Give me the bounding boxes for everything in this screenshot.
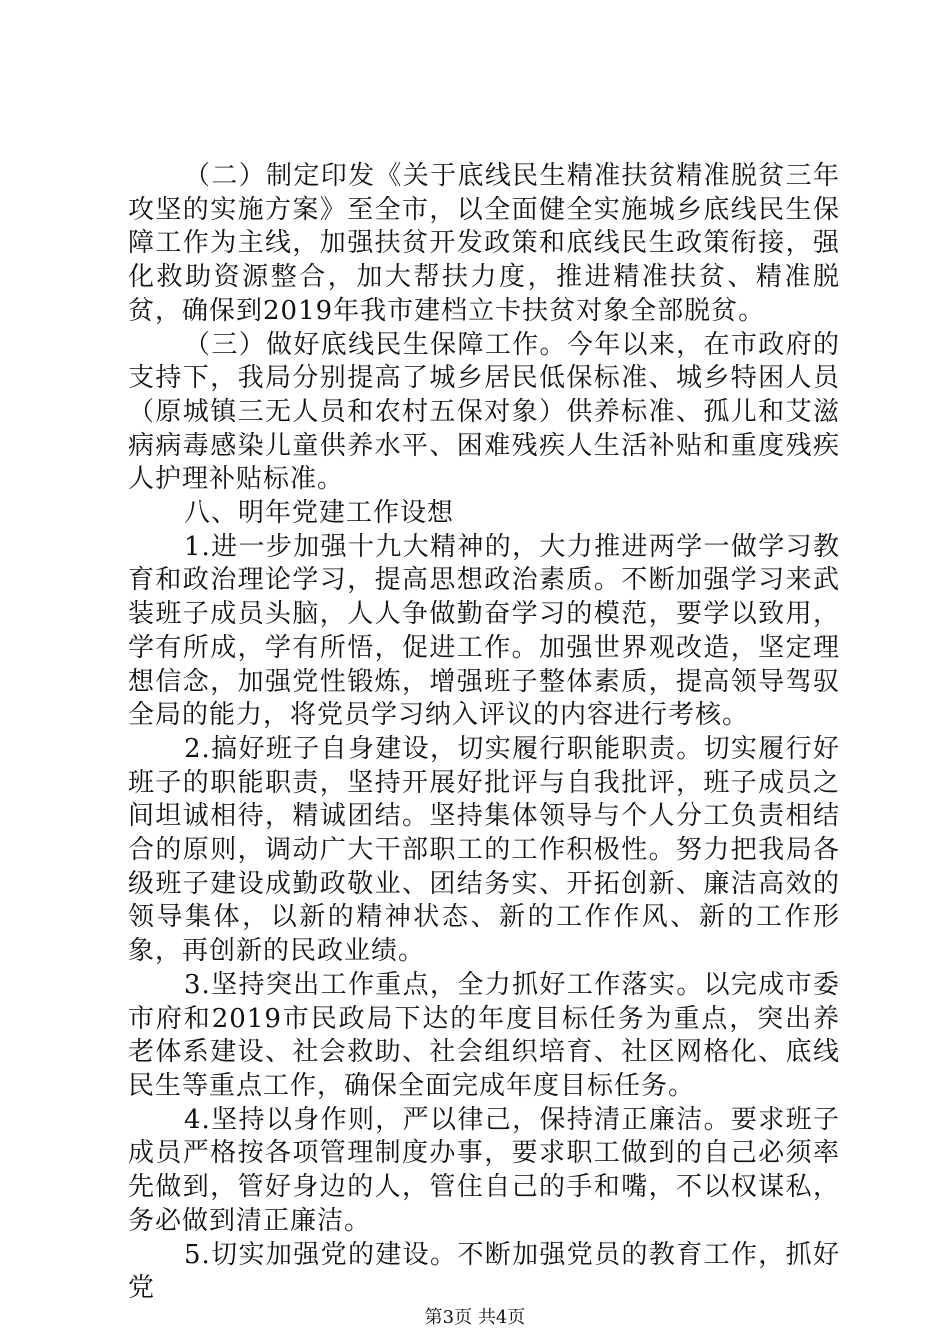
paragraph-item-3: 3.坚持突出工作重点，全力抓好工作落实。以完成市委市府和2019市民政局下达的年度目标任务为重点，突出养老体系建设、社会救助、社会组织培育、社区网格化、底线民生等重点工作，确保全面完成年度目标任务。 bbox=[128, 969, 840, 1101]
paragraph-livelihood-security: （三）做好底线民生保障工作。今年以来，在市政府的支持下，我局分别提高了城乡居民低保标准、城乡特困人员（原城镇三无人员和农村五保对象）供养标准、孤儿和艾滋病病毒感染儿童供养水平、困难残疾人生活补贴和重度残疾人护理补贴标准。 bbox=[128, 329, 840, 495]
paragraph-item-1: 1.进一步加强十九大精神的，大力推进两学一做学习教育和政治理论学习，提高思想政治素质。不断加强学习来武装班子成员头脑，人人争做勤奋学习的模范，要学以致用，学有所成，学有所悟，促进工作。加强世界观改造，坚定理想信念，加强党性锻炼，增强班子整体素质，提高领导驾驭全局的能力，将党员学习纳入评议的内容进行考核。 bbox=[128, 531, 840, 731]
page-number-footer: 第3页 共4页 bbox=[424, 1307, 526, 1328]
section-heading-party-building: 八、明年党建工作设想 bbox=[184, 498, 455, 529]
paragraph-item-4: 4.坚持以身作则，严以律己，保持清正廉洁。要求班子成员严格按各项管理制度办事，要求职工做到的自己必须率先做到，管好身边的人，管住自己的手和嘴，不以权谋私，务必做到清正廉洁。 bbox=[128, 1104, 840, 1236]
document-body bbox=[128, 160, 840, 1306]
paragraph-poverty-plan: （二）制定印发《关于底线民生精准扶贫精准脱贫三年攻坚的实施方案》至全市，以全面健全实施城乡底线民生保障工作为主线，加强扶贫开发政策和底线民生政策衔接，强化救助资源整合，加大帮扶力度，推进精准扶贫、精准脱贫，确保到2019年我市建档立卡扶贫对象全部脱贫。 bbox=[128, 161, 840, 326]
paragraph-item-2: 2.搞好班子自身建设，切实履行职能职责。切实履行好班子的职能职责，坚持开展好批评与自我批评，班子成员之间坦诚相待，精诚团结。坚持集体领导与个人分工负责相结合的原则，调动广大干部职工的工作积极性。努力把我局各级班子建设成勤政敬业、团结务实、开拓创新、廉洁高效的领导集体，以新的精神状态、新的工作作风、新的工作形象，再创新的民政业绩。 bbox=[128, 733, 840, 967]
paragraph-item-5: 5.切实加强党的建设。不断加强党员的教育工作，抓好党 bbox=[128, 1239, 840, 1304]
